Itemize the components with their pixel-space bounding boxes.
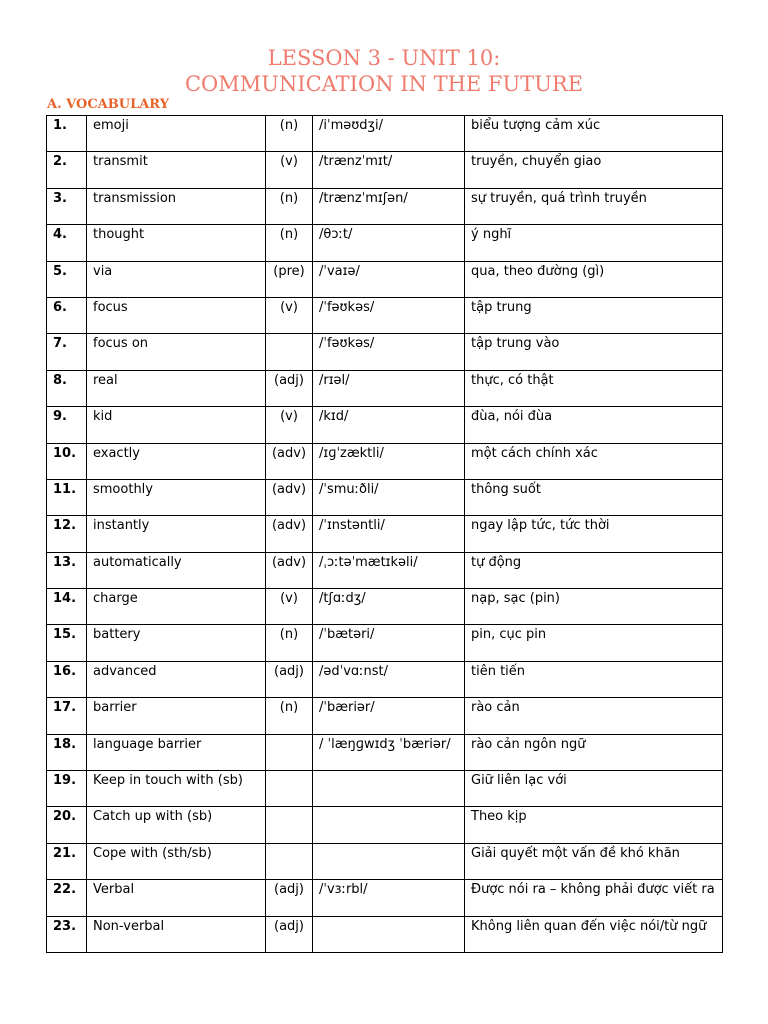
row-number: 1. — [47, 116, 87, 152]
word-cell: Verbal — [87, 880, 266, 916]
word-cell: transmit — [87, 152, 266, 188]
table-row — [47, 116, 723, 152]
pronunciation-cell: /ˈvɜːrbl/ — [313, 880, 465, 916]
part-of-speech-cell: (adj) — [266, 916, 313, 952]
part-of-speech-cell: (n) — [266, 698, 313, 734]
table-row — [47, 589, 723, 625]
row-number: 8. — [47, 370, 87, 406]
part-of-speech-cell: (pre) — [266, 261, 313, 297]
row-number: 14. — [47, 589, 87, 625]
row-number: 20. — [47, 807, 87, 843]
meaning-cell: tập trung vào — [465, 334, 723, 370]
meaning-cell: Không liên quan đến việc nói/từ ngữ — [465, 916, 723, 952]
pronunciation-cell: /kɪd/ — [313, 407, 465, 443]
meaning-cell: Giải quyết một vấn đề khó khăn — [465, 843, 723, 879]
row-number: 4. — [47, 225, 87, 261]
row-number: 19. — [47, 771, 87, 807]
table-row — [47, 479, 723, 515]
word-cell: via — [87, 261, 266, 297]
table-row — [47, 880, 723, 916]
pronunciation-cell: /trænzˈmɪʃən/ — [313, 188, 465, 224]
meaning-cell: biểu tượng cảm xúc — [465, 116, 723, 152]
meaning-cell: sự truyền, quá trình truyền — [465, 188, 723, 224]
row-number: 2. — [47, 152, 87, 188]
table-row — [47, 698, 723, 734]
row-number: 5. — [47, 261, 87, 297]
table-row — [47, 771, 723, 807]
part-of-speech-cell: (adv) — [266, 516, 313, 552]
pronunciation-cell: /ˈɪnstəntli/ — [313, 516, 465, 552]
meaning-cell: tiên tiến — [465, 661, 723, 697]
pronunciation-cell: /ˈfəʊkəs/ — [313, 334, 465, 370]
table-row — [47, 916, 723, 952]
vocabulary-table-body — [47, 116, 723, 953]
pronunciation-cell: /trænzˈmɪt/ — [313, 152, 465, 188]
word-cell: instantly — [87, 516, 266, 552]
part-of-speech-cell: (adv) — [266, 443, 313, 479]
meaning-cell: qua, theo đường (gì) — [465, 261, 723, 297]
table-row — [47, 516, 723, 552]
table-row — [47, 152, 723, 188]
table-row — [47, 661, 723, 697]
lesson-title: LESSON 3 - UNIT 10: — [267, 46, 501, 70]
part-of-speech-cell: (v) — [266, 297, 313, 333]
part-of-speech-cell: (n) — [266, 625, 313, 661]
vocabulary-table — [46, 115, 723, 953]
word-cell: smoothly — [87, 479, 266, 515]
word-cell: focus — [87, 297, 266, 333]
meaning-cell: Giữ liên lạc với — [465, 771, 723, 807]
pronunciation-cell: /ˈsmuːðli/ — [313, 479, 465, 515]
row-number: 21. — [47, 843, 87, 879]
table-row — [47, 297, 723, 333]
table-row — [47, 625, 723, 661]
part-of-speech-cell: (n) — [266, 225, 313, 261]
pronunciation-cell: /rɪəl/ — [313, 370, 465, 406]
word-cell: Cope with (sth/sb) — [87, 843, 266, 879]
row-number: 18. — [47, 734, 87, 770]
pronunciation-cell — [313, 916, 465, 952]
row-number: 9. — [47, 407, 87, 443]
part-of-speech-cell: (v) — [266, 152, 313, 188]
table-row — [47, 552, 723, 588]
meaning-cell: rào cản — [465, 698, 723, 734]
row-number: 3. — [47, 188, 87, 224]
table-row — [47, 225, 723, 261]
meaning-cell: tự động — [465, 552, 723, 588]
meaning-cell: Được nói ra – không phải được viết ra — [465, 880, 723, 916]
word-cell: automatically — [87, 552, 266, 588]
pronunciation-cell: /ˈbætəri/ — [313, 625, 465, 661]
word-cell: battery — [87, 625, 266, 661]
word-cell: emoji — [87, 116, 266, 152]
row-number: 10. — [47, 443, 87, 479]
meaning-cell: đùa, nói đùa — [465, 407, 723, 443]
part-of-speech-cell: (adv) — [266, 552, 313, 588]
row-number: 22. — [47, 880, 87, 916]
table-row — [47, 843, 723, 879]
meaning-cell: thực, có thật — [465, 370, 723, 406]
meaning-cell: nạp, sạc (pin) — [465, 589, 723, 625]
row-number: 15. — [47, 625, 87, 661]
word-cell: charge — [87, 589, 266, 625]
row-number: 7. — [47, 334, 87, 370]
part-of-speech-cell: (v) — [266, 407, 313, 443]
meaning-cell: truyền, chuyển giao — [465, 152, 723, 188]
pronunciation-cell: /tʃɑːdʒ/ — [313, 589, 465, 625]
word-cell: advanced — [87, 661, 266, 697]
word-cell: Catch up with (sb) — [87, 807, 266, 843]
word-cell: Non-verbal — [87, 916, 266, 952]
part-of-speech-cell — [266, 771, 313, 807]
table-row — [47, 188, 723, 224]
row-number: 13. — [47, 552, 87, 588]
table-row — [47, 807, 723, 843]
part-of-speech-cell: (v) — [266, 589, 313, 625]
part-of-speech-cell — [266, 807, 313, 843]
row-number: 17. — [47, 698, 87, 734]
table-row — [47, 370, 723, 406]
word-cell: transmission — [87, 188, 266, 224]
meaning-cell: ngay lập tức, tức thời — [465, 516, 723, 552]
word-cell: exactly — [87, 443, 266, 479]
word-cell: language barrier — [87, 734, 266, 770]
pronunciation-cell — [313, 771, 465, 807]
meaning-cell: rào cản ngôn ngữ — [465, 734, 723, 770]
table-row — [47, 334, 723, 370]
row-number: 11. — [47, 479, 87, 515]
part-of-speech-cell: (adj) — [266, 661, 313, 697]
pronunciation-cell: /ˌɔːtəˈmætɪkəli/ — [313, 552, 465, 588]
part-of-speech-cell: (n) — [266, 116, 313, 152]
row-number: 16. — [47, 661, 87, 697]
pronunciation-cell: /ˈbæriər/ — [313, 698, 465, 734]
part-of-speech-cell: (adj) — [266, 880, 313, 916]
row-number: 12. — [47, 516, 87, 552]
table-row — [47, 261, 723, 297]
pronunciation-cell — [313, 843, 465, 879]
word-cell: barrier — [87, 698, 266, 734]
meaning-cell: một cách chính xác — [465, 443, 723, 479]
part-of-speech-cell: (n) — [266, 188, 313, 224]
word-cell: real — [87, 370, 266, 406]
word-cell: kid — [87, 407, 266, 443]
meaning-cell: ý nghĩ — [465, 225, 723, 261]
part-of-speech-cell: (adj) — [266, 370, 313, 406]
part-of-speech-cell — [266, 734, 313, 770]
word-cell: Keep in touch with (sb) — [87, 771, 266, 807]
table-row — [47, 443, 723, 479]
meaning-cell: pin, cục pin — [465, 625, 723, 661]
pronunciation-cell: /θɔːt/ — [313, 225, 465, 261]
pronunciation-cell: /ədˈvɑːnst/ — [313, 661, 465, 697]
row-number: 23. — [47, 916, 87, 952]
section-heading: A. VOCABULARY — [47, 97, 169, 112]
row-number: 6. — [47, 297, 87, 333]
pronunciation-cell: /ɪɡˈzæktli/ — [313, 443, 465, 479]
pronunciation-cell: /ˈfəʊkəs/ — [313, 297, 465, 333]
meaning-cell: thông suốt — [465, 479, 723, 515]
pronunciation-cell — [313, 807, 465, 843]
meaning-cell: Theo kịp — [465, 807, 723, 843]
part-of-speech-cell — [266, 843, 313, 879]
unit-title: COMMUNICATION IN THE FUTURE — [184, 72, 584, 96]
part-of-speech-cell — [266, 334, 313, 370]
table-row — [47, 407, 723, 443]
meaning-cell: tập trung — [465, 297, 723, 333]
pronunciation-cell: /ˈvaɪə/ — [313, 261, 465, 297]
part-of-speech-cell: (adv) — [266, 479, 313, 515]
pronunciation-cell: /iˈməʊdʒi/ — [313, 116, 465, 152]
word-cell: focus on — [87, 334, 266, 370]
pronunciation-cell: / ˈlæŋɡwɪdʒ ˈbæriər/ — [313, 734, 465, 770]
table-row — [47, 734, 723, 770]
word-cell: thought — [87, 225, 266, 261]
